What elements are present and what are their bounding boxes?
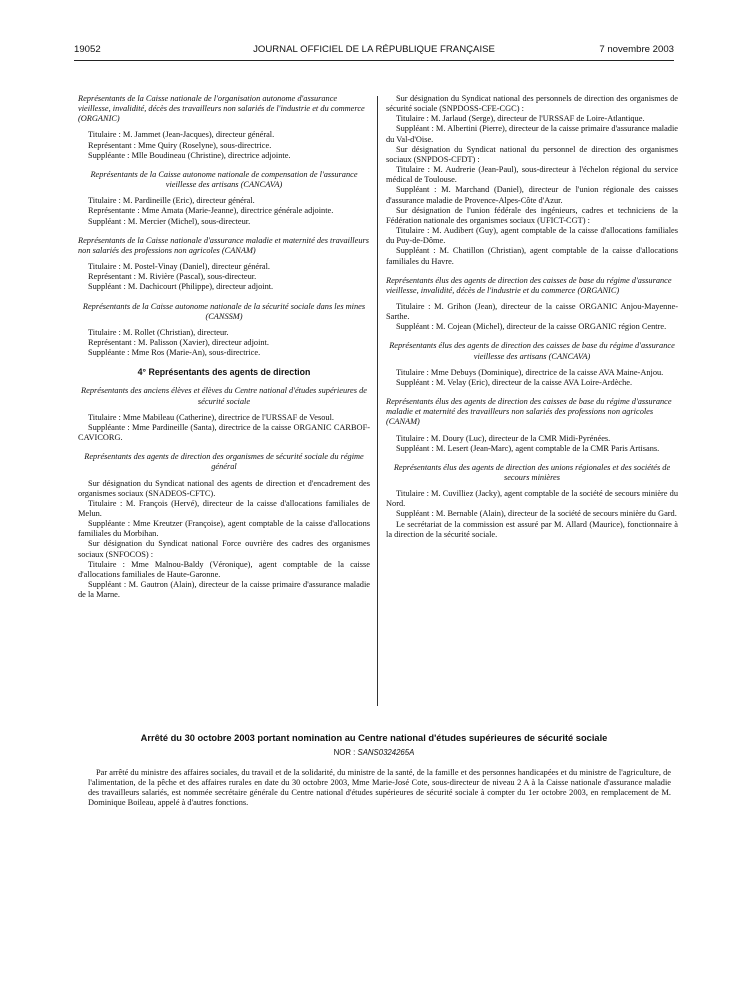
right-column	[386, 94, 678, 549]
paragraph: Titulaire : Mme Mabileau (Catherine), directrice de l'URSSAF de Vesoul.	[88, 412, 334, 422]
paragraph: Représentant : M. Palisson (Xavier), directeur adjoint.	[88, 337, 269, 347]
section-block	[386, 397, 678, 454]
journal-title: JOURNAL OFFICIEL DE LA RÉPUBLIQUE FRANÇAISE	[253, 44, 495, 55]
paragraph: Sur désignation du Syndicat national des personnels de direction des organismes de sécurité sociale (SNPDOSS-CFE-CGC) :	[386, 94, 678, 114]
issue-date: 7 novembre 2003	[599, 44, 674, 55]
section-heading: Représentants de la Caisse nationale d'assurance maladie et maternité des travailleurs non salariés des professions non agricoles (CANAM)	[78, 235, 369, 255]
paragraph: Titulaire : M. Jarlaud (Serge), directeur de l'URSSAF de Loire-Atlantique.	[396, 114, 645, 124]
paragraph: Suppléant : M. Bernable (Alain), directeur de la société de secours minière du Gard.	[396, 509, 677, 519]
section-heading: Représentants de la Caisse autonome nationale de compensation de l'assurance vieillesse des artisans (CANCAVA)	[90, 169, 358, 190]
arrete-body: Par arrêté du ministre des affaires sociales, du travail et de la solidarité, du ministre de la santé, de la famille et des personnes handicapées et du ministre de l'agriculture, de l'alimentation, de la pêche et des affaires rurales en date du 30 octobre 2003, Mme Marie-José Cote, sous-directeur de niveau 2 A à la Caisse nationale d'assurance maladie des travailleurs salariés, est nommée secrétaire générale du Centre national d'études supérieures de sécurité sociale à compter du 1er octobre 2003, en remplacement de M. Dominique Boileau, appelé à d'autres fonctions.	[88, 768, 671, 807]
paragraph: Suppléant : M. Mercier (Michel), sous-directeur.	[88, 216, 251, 226]
column-divider	[377, 96, 378, 706]
paragraph: Titulaire : M. Postel-Vinay (Daniel), directeur général.	[88, 262, 271, 272]
paragraph: Titulaire : M. Pardineille (Eric), directeur général.	[88, 196, 255, 206]
paragraph: Suppléant : M. Gautron (Alain), directeur de la caisse primaire d'assurance maladie de la Marne.	[78, 580, 370, 600]
paragraph: Suppléant : M. Cojean (Michel), directeur de la caisse ORGANIC région Centre.	[396, 322, 667, 332]
paragraph: Titulaire : Mme Debuys (Dominique), directrice de la caisse AVA Maine-Anjou.	[396, 367, 664, 377]
section-heading: Représentants élus des agents de direction des caisses de base du régime d'assurance vieillesse, invalidité, décès de l'industrie et du commerce (ORGANIC)	[386, 275, 672, 295]
paragraph: Le secrétariat de la commission est assuré par M. Allard (Maurice), fonctionnaire à la direction de la sécurité sociale.	[386, 519, 678, 539]
paragraph: Suppléant : M. Marchand (Daniel), directeur de l'union régionale des caisses d'assurance maladie de Provence-Alpes-Côte d'Azur.	[386, 185, 678, 205]
nor-code: SANS0324265A	[357, 748, 415, 757]
paragraph: Sur désignation du Syndicat national des agents de direction et d'encadrement des organismes sociaux (SNADEOS-CFTC).	[78, 478, 370, 498]
paragraph: Titulaire : M. François (Hervé), directeur de la caisse d'allocations familiales de Melun.	[78, 498, 370, 518]
paragraph: Suppléante : Mme Ros (Marie-An), sous-directrice.	[88, 348, 261, 358]
section-block	[386, 341, 678, 388]
right-intro	[386, 94, 678, 267]
section-heading: Représentants de la Caisse autonome nationale de la sécurité sociale dans les mines (CANSSM)	[82, 301, 366, 321]
section-heading: Représentants des anciens élèves et élèves du Centre national d'études supérieures de sécurité sociale	[81, 386, 367, 406]
paragraph: Suppléante : Mlle Boudineau (Christine), directrice adjointe.	[88, 150, 291, 160]
section-heading: Représentants de la Caisse nationale de l'organisation autonome d'assurance vieillesse, invalidité, décès des travailleurs non salariés de l'industrie et du commerce (ORGANIC)	[78, 94, 365, 124]
section-block	[78, 386, 370, 443]
section-block	[386, 276, 678, 333]
section-heading: Représentants élus des agents de direction des caisses de base du régime d'assurance vieillesse des artisans (CANCAVA)	[389, 341, 675, 361]
paragraph: Suppléant : M. Chatillon (Christian), agent comptable de la caisse d'allocations familiales du Havre.	[386, 246, 678, 266]
section-heading: Représentants des agents de direction des organismes de sécurité sociale du régime général	[84, 452, 364, 472]
paragraph: Sur désignation du Syndicat national du personnel de direction des organismes sociaux (SNPDOS-CFDT) :	[386, 144, 678, 164]
paragraph: Suppléante : Mme Pardineille (Santa), directrice de la caisse ORGANIC CARBOF-CAVICORG.	[78, 422, 370, 443]
paragraph: Suppléant : M. Lesert (Jean-Marc), agent comptable de la CMR Paris Artisans.	[396, 443, 660, 453]
paragraph: Suppléant : M. Dachicourt (Philippe), directeur adjoint.	[88, 282, 274, 292]
section-block	[78, 302, 370, 359]
paragraph: Titulaire : M. Doury (Luc), directeur de la CMR Midi-Pyrénées.	[396, 433, 611, 443]
arrete-title: Arrêté du 30 octobre 2003 portant nomination au Centre national d'études supérieures de sécurité sociale	[140, 733, 608, 743]
section-block	[78, 452, 370, 600]
section-heading: Représentants élus des agents de direction des unions régionales et des sociétés de secours minières	[393, 462, 671, 482]
page-header	[74, 44, 674, 58]
paragraph: Titulaire : M. Jammet (Jean-Jacques), directeur général.	[88, 130, 275, 140]
nor-label: NOR :	[333, 748, 356, 757]
paragraph: Suppléant : M. Albertini (Pierre), directeur de la caisse primaire d'assurance maladie du Val-d'Oise.	[386, 124, 678, 144]
header-rule	[74, 60, 674, 61]
nor-reference	[74, 748, 674, 757]
paragraph: Représentante : Mme Amata (Marie-Jeanne), directrice générale adjointe.	[88, 206, 334, 216]
paragraph: Titulaire : M. Audrerie (Jean-Paul), sous-directeur à l'échelon régional du service médical de Toulouse.	[386, 165, 678, 185]
paragraph: Sur désignation du Syndicat national Force ouvrière des cadres des organismes sociaux (SNFOCOS) :	[78, 539, 370, 559]
paragraph: Représentant : M. Rivière (Pascal), sous-directeur.	[88, 272, 257, 282]
paragraph: Titulaire : M. Grihon (Jean), directeur de la caisse ORGANIC Anjou-Mayenne-Sarthe.	[386, 301, 678, 322]
section-subheading: 4° Représentants des agents de direction	[137, 367, 311, 378]
section-block	[78, 94, 370, 161]
paragraph: Titulaire : M. Rollet (Christian), directeur.	[88, 327, 229, 337]
page-number: 19052	[74, 44, 101, 55]
section-block	[386, 463, 678, 540]
paragraph: Sur désignation de l'union fédérale des ingénieurs, cadres et techniciens de la Fédération nationale des organismes sociaux (UFICT-CGT) :	[386, 205, 678, 225]
paragraph: Titulaire : M. Cuvilliez (Jacky), agent comptable de la société de secours minière du Nord.	[386, 489, 678, 509]
paragraph: Titulaire : M. Audibert (Guy), agent comptable de la caisse d'allocations familiales du Puy-de-Dôme.	[386, 226, 678, 246]
left-column	[78, 94, 370, 609]
paragraph: Titulaire : Mme Malnou-Baldy (Véronique), agent comptable de la caisse d'allocations familiales de Haute-Garonne.	[78, 559, 370, 579]
paragraph: Représentant : Mme Quiry (Roselyne), sous-directrice.	[88, 140, 272, 150]
paragraph: Suppléant : M. Velay (Eric), directeur de la caisse AVA Loire-Ardèche.	[396, 377, 633, 387]
section-heading: Représentants élus des agents de direction des caisses de base du régime d'assurance maladie et maternité des travailleurs non salariés des professions non agricoles (CANAM)	[386, 397, 672, 427]
section-block	[78, 170, 370, 227]
section-block	[78, 236, 370, 293]
paragraph: Suppléante : Mme Kreutzer (Françoise), agent comptable de la caisse d'allocations familiales du Morbihan.	[78, 519, 370, 539]
